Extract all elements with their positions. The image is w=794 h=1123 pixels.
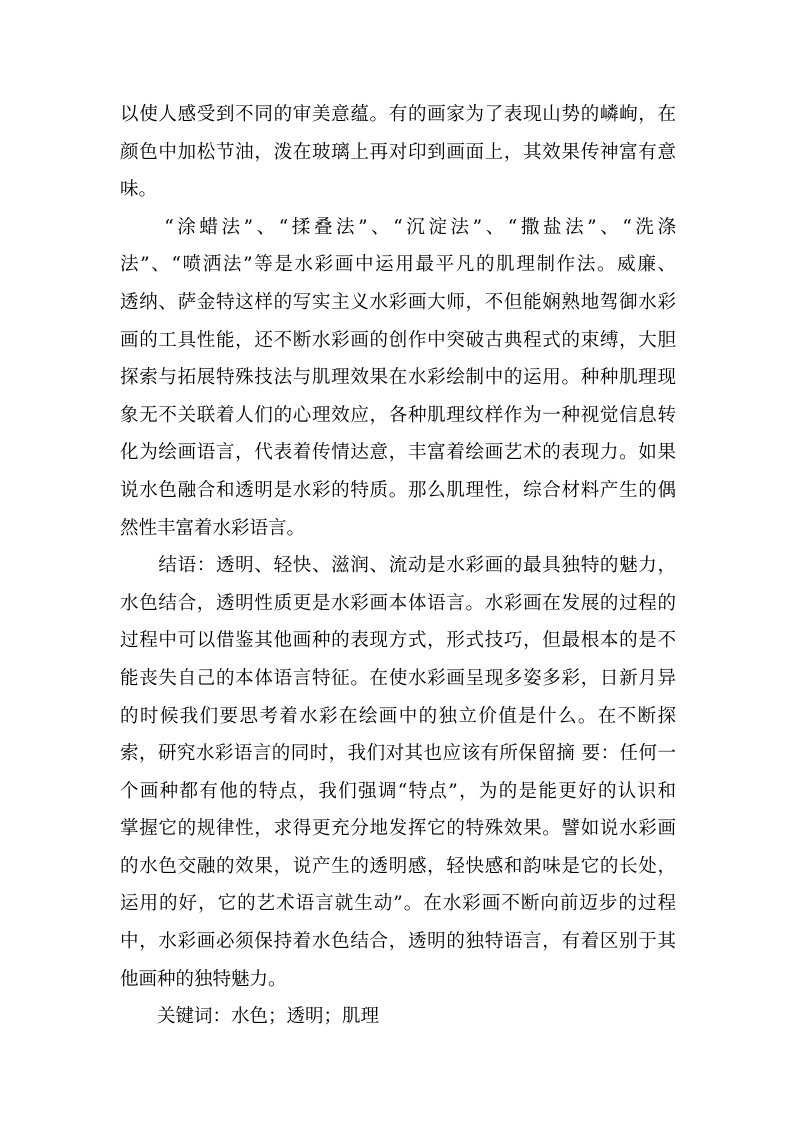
text-line: 颜色中加松节油，泼在玻璃上再对印到画面上，其效果传神富有意 bbox=[120, 141, 676, 163]
keywords-paragraph bbox=[120, 998, 676, 1036]
text-line: 中，水彩画必须保持着水色结合，透明的独特语言，有着区别于其 bbox=[120, 931, 676, 953]
text-line: 探索与拓展特殊技法与肌理效果在水彩绘制中的运用。种种肌理现 bbox=[120, 367, 676, 389]
text-line: 画的工具性能，还不断水彩画的创作中突破古典程式的束缚，大胆 bbox=[120, 329, 676, 351]
text-line: 的时候我们要思考着水彩在绘画中的独立价值是什么。在不断探 bbox=[120, 705, 676, 727]
text-line: 然性丰富着水彩语言。 bbox=[120, 517, 306, 539]
paragraph-1 bbox=[120, 96, 676, 209]
text-line: “涂蜡法”、“揉叠法”、“沉淀法”、“撒盐法”、“洗涤 bbox=[120, 216, 676, 238]
body-text bbox=[120, 96, 676, 1036]
text-line: 过程中可以借鉴其他画种的表现方式，形式技巧，但最根本的是不 bbox=[120, 630, 676, 652]
text-line: 运用的好，它的艺术语言就生动”。在水彩画不断向前迈步的过程 bbox=[120, 893, 676, 915]
text-line: 法”、“喷洒法”等是水彩画中运用最平凡的肌理制作法。威廉、 bbox=[120, 254, 676, 276]
paragraph-2 bbox=[120, 209, 676, 547]
text-line: 的水色交融的效果，说产生的透明感，轻快感和韵味是它的长处， bbox=[120, 855, 676, 877]
text-line: 水色结合，透明性质更是水彩画本体语言。水彩画在发展的过程的 bbox=[120, 592, 676, 614]
keywords-line: 关键词：水色；透明；肌理 bbox=[120, 1006, 380, 1028]
text-line: 他画种的独特魅力。 bbox=[120, 968, 287, 990]
text-line: 掌握它的规律性，求得更充分地发挥它的特殊效果。譬如说水彩画 bbox=[120, 818, 676, 840]
paragraph-3 bbox=[120, 547, 676, 998]
text-line: 能丧失自己的本体语言特征。在使水彩画呈现多姿多彩，日新月异 bbox=[120, 667, 676, 689]
text-line: 味。 bbox=[120, 179, 158, 201]
text-line: 象无不关联着人们的心理效应，各种肌理纹样作为一种视觉信息转 bbox=[120, 404, 676, 426]
text-line: 个画种都有他的特点，我们强调“特点”，为的是能更好的认识和 bbox=[120, 780, 676, 802]
text-line: 以使人感受到不同的审美意蕴。有的画家为了表现山势的嶙峋，在 bbox=[120, 104, 676, 125]
text-line: 索，研究水彩语言的同时，我们对其也应该有所保留摘 要：任何一 bbox=[120, 743, 676, 765]
text-line: 化为绘画语言，代表着传情达意，丰富着绘画艺术的表现力。如果 bbox=[120, 442, 676, 464]
text-line: 结语：透明、轻快、滋润、流动是水彩画的最具独特的魅力， bbox=[120, 555, 676, 577]
text-line: 透纳、萨金特这样的写实主义水彩画大师，不但能娴熟地驾御水彩 bbox=[120, 291, 676, 313]
text-line: 说水色融合和透明是水彩的特质。那么肌理性，综合材料产生的偶 bbox=[120, 479, 676, 501]
